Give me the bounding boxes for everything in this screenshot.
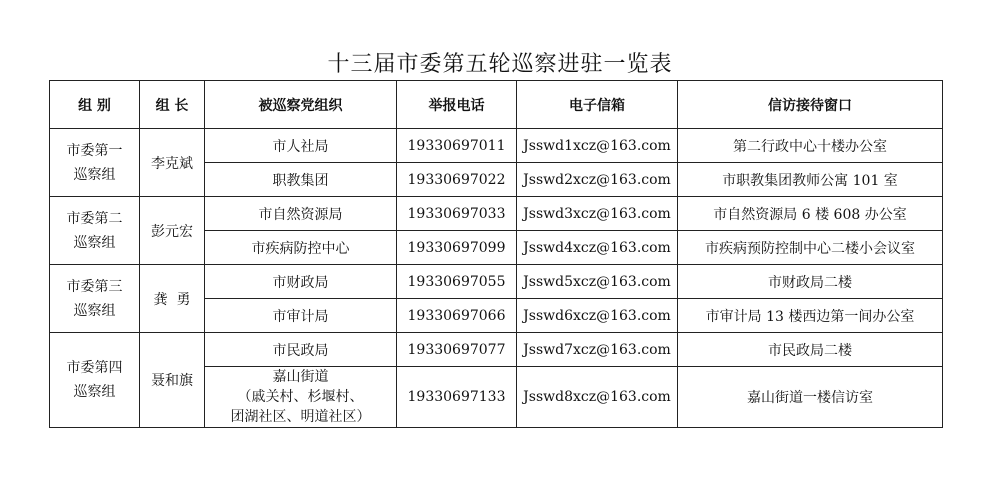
organization-cell: 市审计局 xyxy=(205,299,397,333)
table-row xyxy=(50,197,943,231)
reception-window-cell: 市疾病预防控制中心二楼小会议室 xyxy=(678,231,943,265)
header-group: 组 别 xyxy=(50,81,140,129)
header-reception-window: 信访接待窗口 xyxy=(678,81,943,129)
organization-line: 团湖社区、明道社区） xyxy=(230,409,371,425)
email-cell: Jsswd6xcz@163.com xyxy=(517,299,678,333)
inspection-table xyxy=(49,80,943,428)
email-cell: Jsswd7xcz@163.com xyxy=(517,333,678,367)
organization-cell: 市自然资源局 xyxy=(205,197,397,231)
group-name-line: 市委第二 xyxy=(66,210,123,227)
phone-cell: 19330697011 xyxy=(397,129,517,163)
reception-window-cell: 市民政局二楼 xyxy=(678,333,943,367)
group-name-line: 市委第三 xyxy=(66,278,123,295)
leader-cell: 彭元宏 xyxy=(140,197,205,265)
table-row xyxy=(50,129,943,163)
organization-cell: 市财政局 xyxy=(205,265,397,299)
group-name-cell xyxy=(50,265,140,333)
reception-window-cell: 市职教集团教师公寓 101 室 xyxy=(678,163,943,197)
table-row xyxy=(50,333,943,367)
header-row xyxy=(50,81,943,129)
group-name-line: 巡察组 xyxy=(73,166,116,183)
reception-window-cell: 市财政局二楼 xyxy=(678,265,943,299)
header-leader: 组 长 xyxy=(140,81,205,129)
email-cell: Jsswd5xcz@163.com xyxy=(517,265,678,299)
organization-line: （戚关村、杉堰村、 xyxy=(237,389,364,405)
header-organization: 被巡察党组织 xyxy=(205,81,397,129)
phone-cell: 19330697133 xyxy=(397,367,517,428)
leader-cell: 龚 勇 xyxy=(140,265,205,333)
email-cell: Jsswd8xcz@163.com xyxy=(517,367,678,428)
organization-cell: 职教集团 xyxy=(205,163,397,197)
phone-cell: 19330697033 xyxy=(397,197,517,231)
reception-window-cell: 市自然资源局 6 楼 608 办公室 xyxy=(678,197,943,231)
reception-window-cell: 嘉山街道一楼信访室 xyxy=(678,367,943,428)
group-name-line: 市委第四 xyxy=(66,360,123,376)
email-cell: Jsswd4xcz@163.com xyxy=(517,231,678,265)
phone-cell: 19330697099 xyxy=(397,231,517,265)
group-name-cell xyxy=(50,333,140,428)
leader-cell: 李克斌 xyxy=(140,129,205,197)
email-cell: Jsswd2xcz@163.com xyxy=(517,163,678,197)
leader-cell: 聂和旗 xyxy=(140,333,205,428)
phone-cell: 19330697055 xyxy=(397,265,517,299)
group-name-cell xyxy=(50,129,140,197)
group-name-line: 巡察组 xyxy=(73,302,116,319)
email-cell: Jsswd3xcz@163.com xyxy=(517,197,678,231)
phone-cell: 19330697022 xyxy=(397,163,517,197)
phone-cell: 19330697077 xyxy=(397,333,517,367)
email-cell: Jsswd1xcz@163.com xyxy=(517,129,678,163)
organization-cell: 市疾病防控中心 xyxy=(205,231,397,265)
organization-line: 嘉山街道 xyxy=(272,369,329,385)
reception-window-cell: 第二行政中心十楼办公室 xyxy=(678,129,943,163)
header-email: 电子信箱 xyxy=(517,81,678,129)
organization-cell xyxy=(205,367,397,428)
organization-cell: 市人社局 xyxy=(205,129,397,163)
reception-window-cell: 市审计局 13 楼西边第一间办公室 xyxy=(678,299,943,333)
group-name-line: 巡察组 xyxy=(73,384,116,400)
organization-cell: 市民政局 xyxy=(205,333,397,367)
document-title: 十三届市委第五轮巡察进驻一览表 xyxy=(327,52,673,77)
phone-cell: 19330697066 xyxy=(397,299,517,333)
group-name-line: 市委第一 xyxy=(66,142,123,159)
header-phone: 举报电话 xyxy=(397,81,517,129)
table-row xyxy=(50,265,943,299)
group-name-line: 巡察组 xyxy=(73,234,116,251)
group-name-cell xyxy=(50,197,140,265)
